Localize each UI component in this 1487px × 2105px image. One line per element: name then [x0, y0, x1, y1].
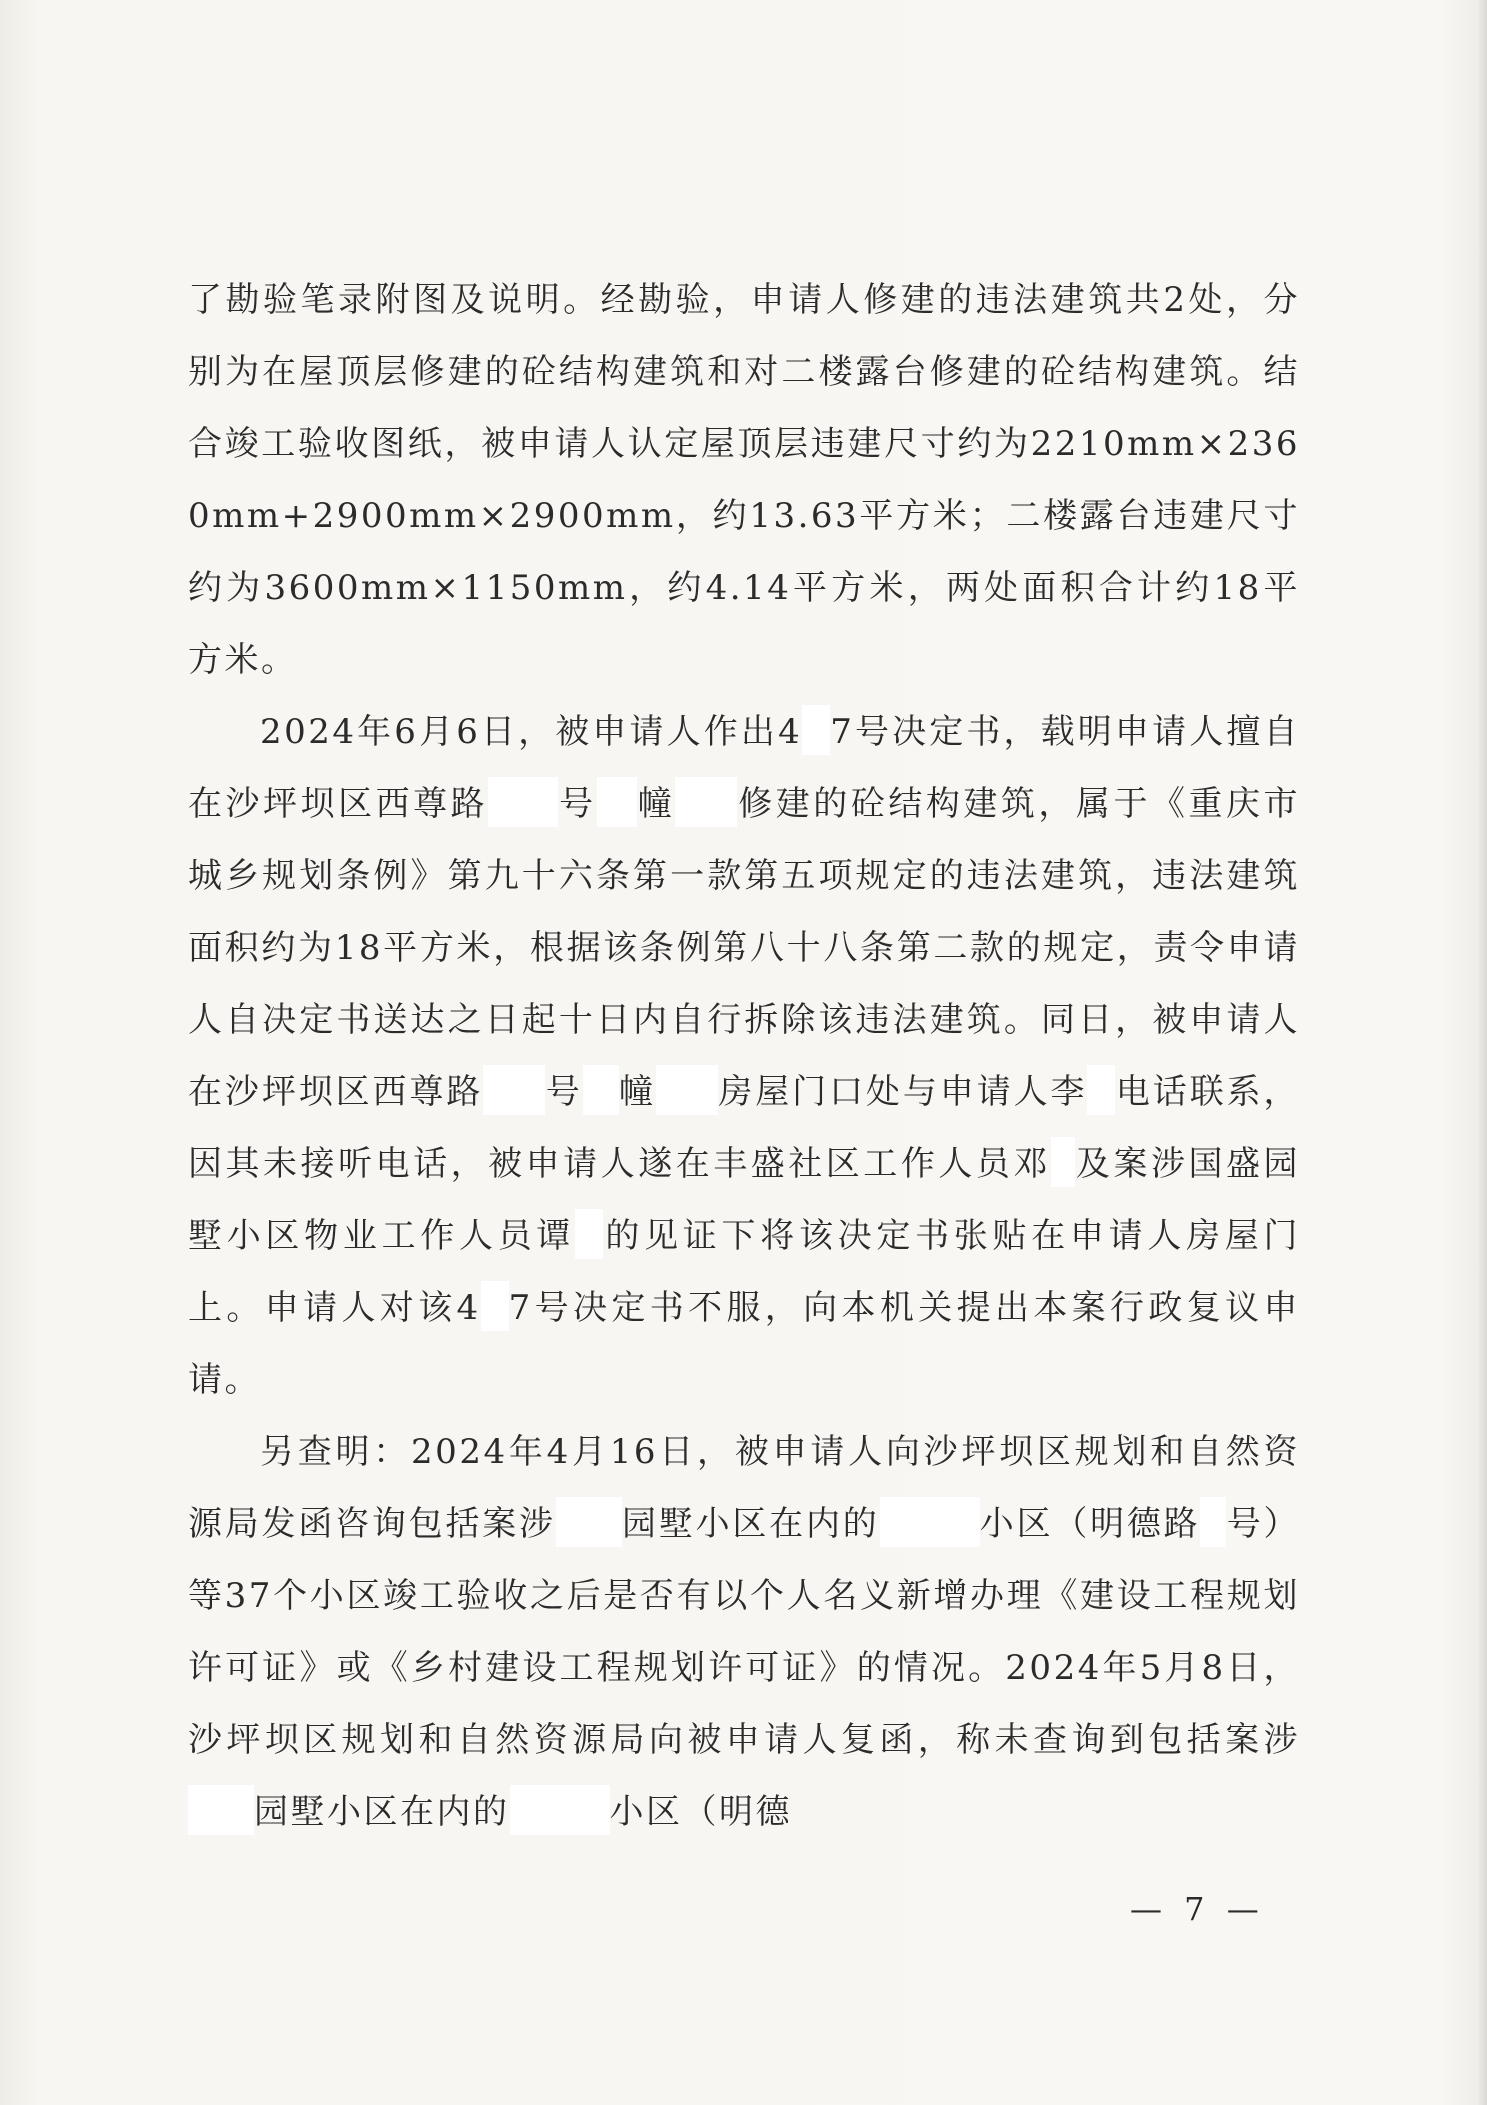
redaction-block: [1200, 1497, 1226, 1547]
paragraph-text: 7号决定书，载明申请人擅自在沙坪坝区西尊路: [188, 712, 1300, 824]
paragraph-text: 幢: [636, 784, 676, 824]
paragraph-text: 7号决定书不服，向本机关提出本案行政复议申请。: [188, 1288, 1300, 1400]
document-body: [188, 264, 1300, 1848]
redaction-block: [556, 1497, 622, 1547]
page-number: — 7 —: [1130, 1890, 1265, 1928]
paragraph-text: 2024年6月6日，被申请人作出4: [260, 712, 803, 752]
redaction-block: [583, 1065, 619, 1115]
redaction-block: [488, 777, 558, 827]
redaction-block: [675, 777, 737, 827]
paragraph-text: 号: [558, 784, 597, 824]
scan-edge-shadow: [1477, 0, 1487, 2105]
redaction-block: [510, 1785, 610, 1835]
paragraph-text: 房屋门口处与申请人李: [717, 1072, 1088, 1112]
paragraph-text: 园墅小区在内的: [254, 1792, 510, 1832]
paragraph-text: 及案涉国盛园墅小区物业工作人员谭: [188, 1144, 1301, 1256]
redaction-block: [1051, 1137, 1075, 1187]
paragraph-text: 修建的砼结构建筑，属于《重庆市城乡规划条例》第九十六条第一款第五项规定的违法建筑，违法建筑面积约为18平方米，根据该条例第八十八条第二款的规定，责令申请人自决定书送达之日起十日内自行拆除该违法建筑。同日，被申请人在沙坪坝区西尊路: [188, 784, 1301, 1112]
paragraph-text: 另查明：2024年4月16日，被申请人向沙坪坝区规划和自然资源局发函咨询包括案涉: [188, 1432, 1300, 1544]
paragraph-text: 号）等37个小区竣工验收之后是否有以个人名义新增办理《建设工程规划许可证》或《乡村建设工程规划许可证》的情况。2024年5月8日，沙坪坝区规划和自然资源局向被申请人复函，称未查询到包括案涉: [188, 1504, 1301, 1760]
redaction-block: [483, 1065, 545, 1115]
paragraph-text: 小区（明德路: [979, 1504, 1201, 1544]
paragraph-text: 小区（明德: [609, 1792, 792, 1832]
paragraph: [188, 696, 1300, 1416]
paragraph-text: 幢: [618, 1072, 656, 1112]
redaction-block: [481, 1281, 509, 1331]
redaction-block: [656, 1065, 718, 1115]
redaction-block: [802, 705, 830, 755]
paragraph-text: 号: [545, 1072, 583, 1112]
redaction-block: [1087, 1065, 1115, 1115]
redaction-block: [597, 777, 637, 827]
paragraph-text: 电话联系，因其未接听电话，被申请人遂在丰盛社区工作人员邓: [188, 1072, 1301, 1184]
paragraph: [188, 264, 1300, 696]
paragraph-text: 的见证下将该决定书张贴在申请人房屋门上。申请人对该4: [188, 1216, 1301, 1328]
paragraph: [188, 1416, 1300, 1848]
redaction-block: [575, 1209, 603, 1259]
redaction-block: [880, 1497, 980, 1547]
paragraph-text: 园墅小区在内的: [621, 1504, 880, 1544]
redaction-block: [188, 1785, 254, 1835]
paragraph-text: 了勘验笔录附图及说明。经勘验，申请人修建的违法建筑共2处，分别为在屋顶层修建的砼结构建筑和对二楼露台修建的砼结构建筑。结合竣工验收图纸，被申请人认定屋顶层违建尺寸约为2210mm×2360mm+2900mm×2900mm，约13.63平方米；二楼露台违建尺寸约为3600mm×1150mm，约4.14平方米，两处面积合计约18平方米。: [188, 280, 1300, 680]
